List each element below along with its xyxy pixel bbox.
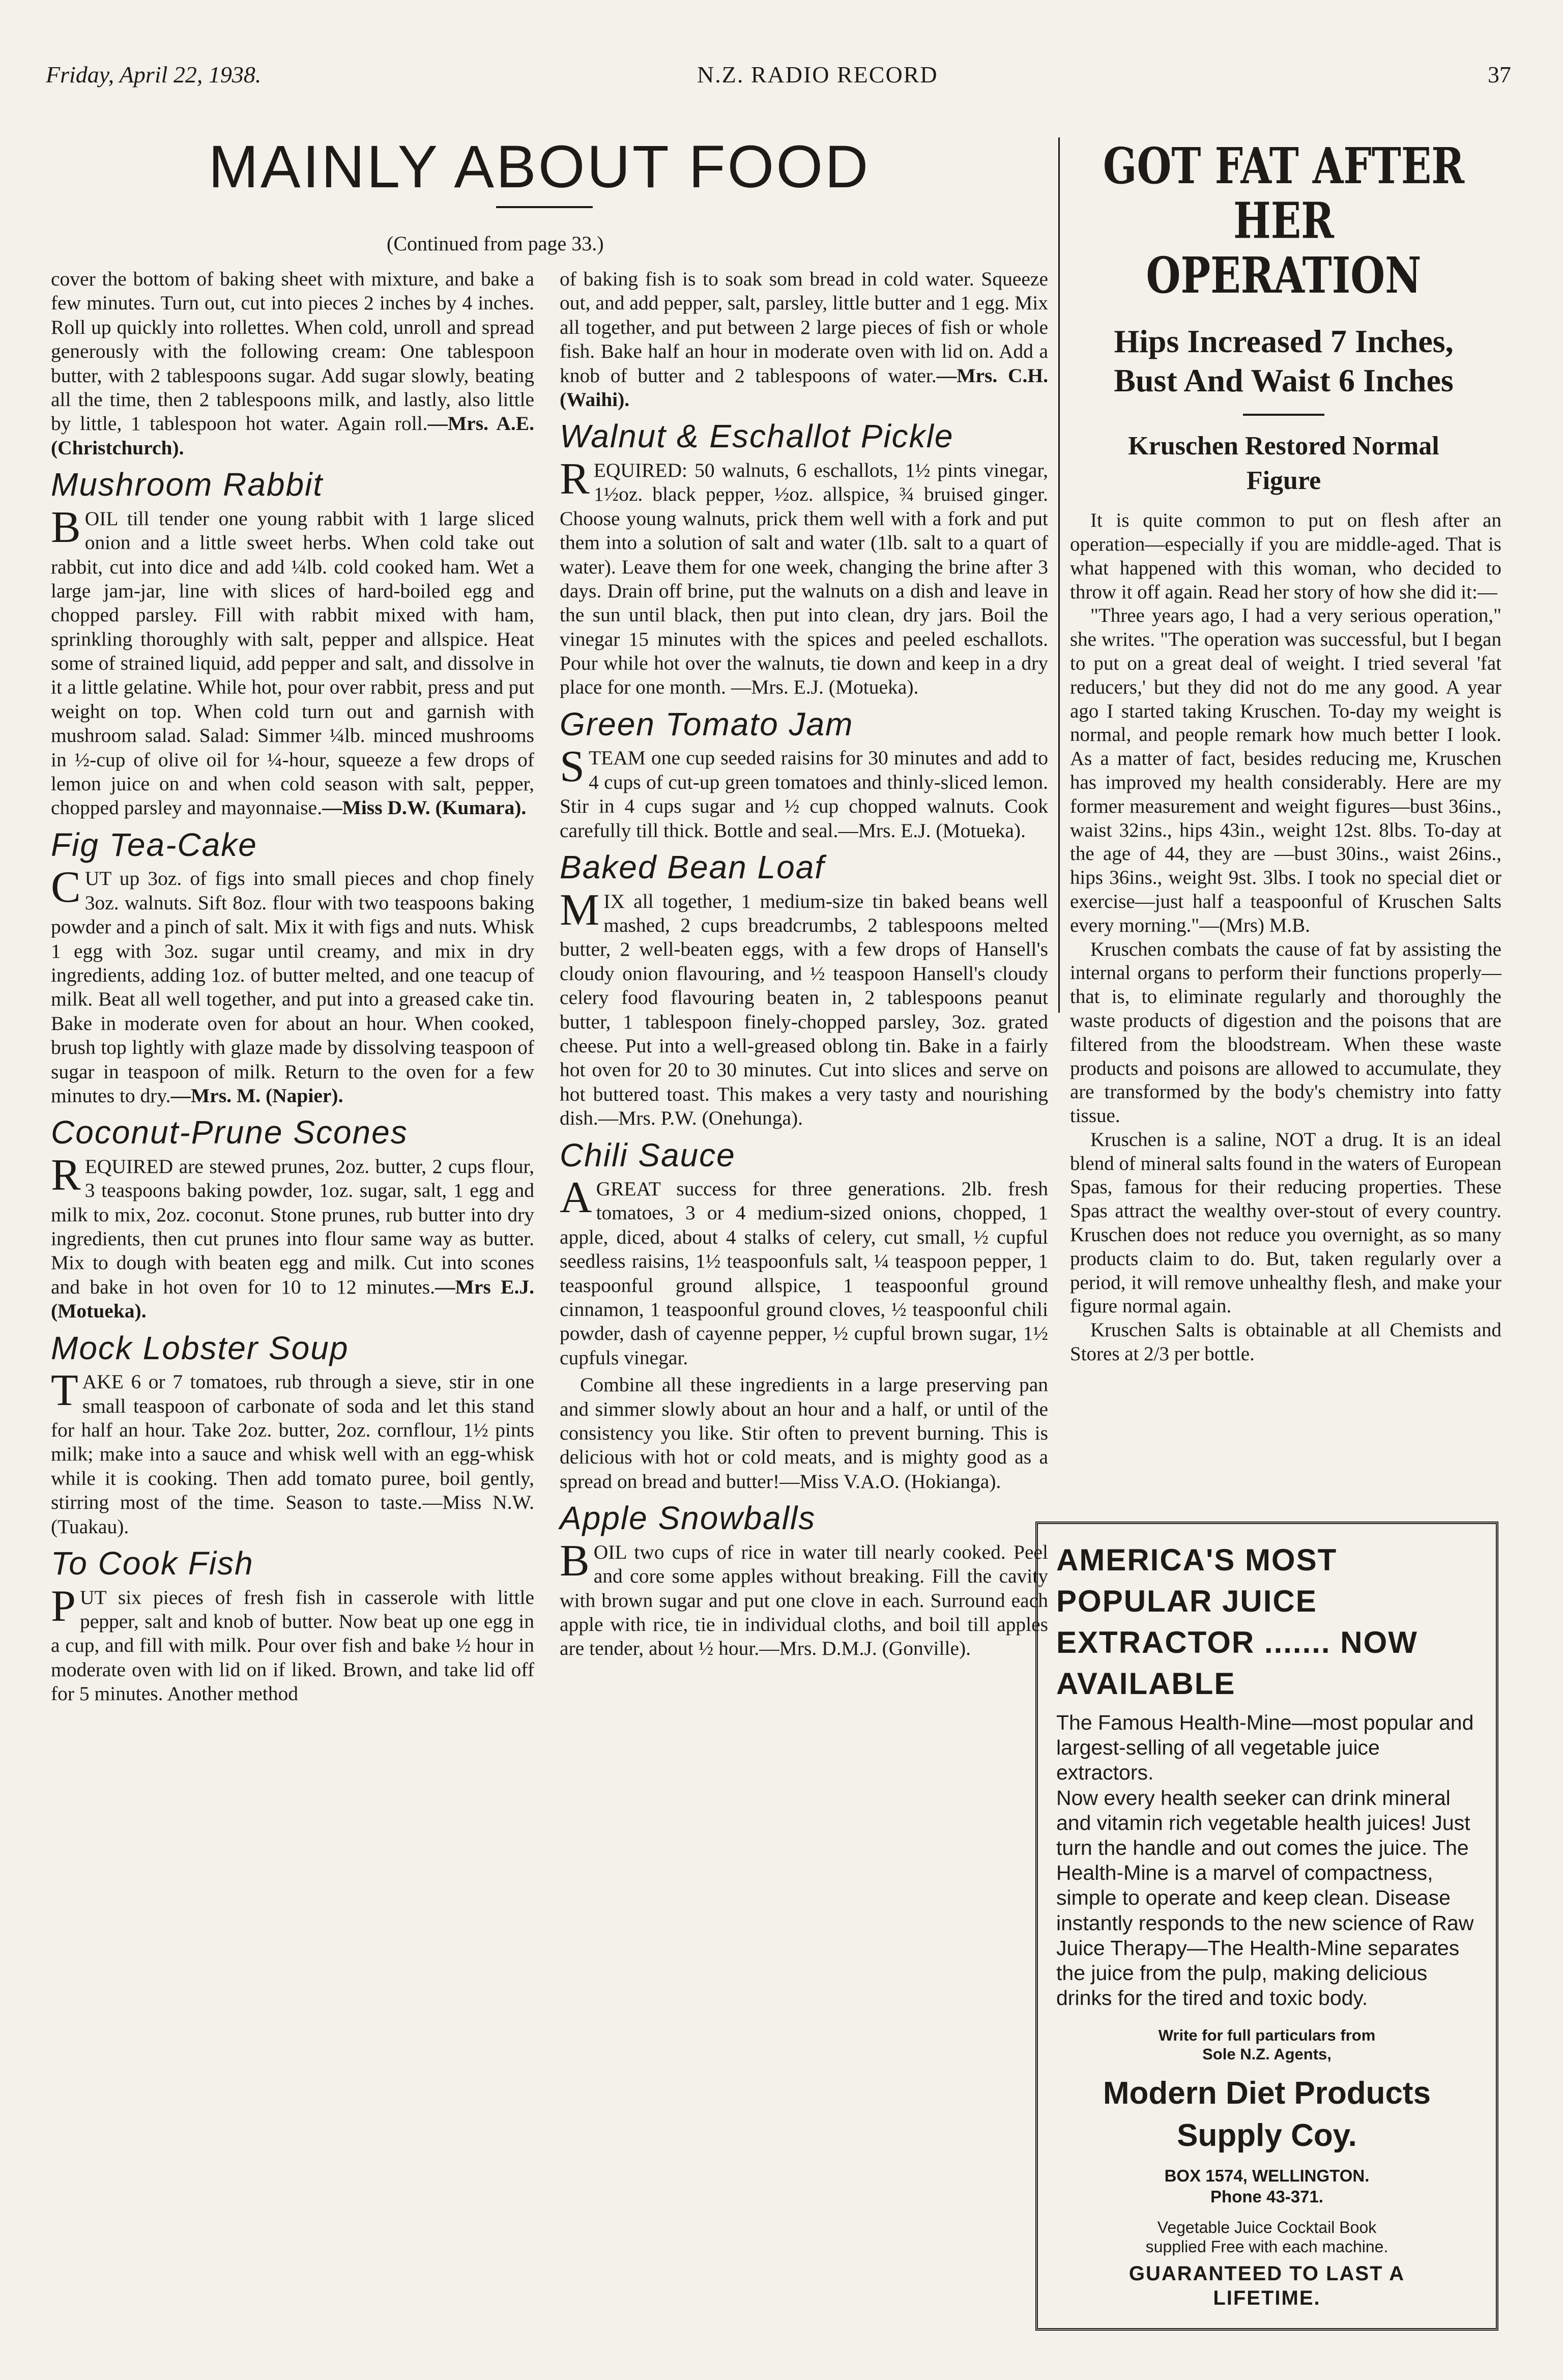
drop-cap: M [560,885,600,935]
continued-note: (Continued from page 33.) [387,232,604,255]
recipe-heading: Coconut-Prune Scones [51,1114,408,1151]
ad-offer: Vegetable Juice Cocktail Book supplied Free with each machine. [1145,2218,1388,2256]
ad-body: It is quite common to put on flesh after an operation—especially if you are middle-aged. That is what happened with this woman, who decided to throw it off again. Read her story of how she did it:— "Three years ago, I had a very serious operation," she writes. "The operation was successful, but I began to put on a great deal of weight. I tried several 'fat reducers,' but they did not do me any good. A year ago I started taking Kruschen. To-day my weight is normal, and people remark how much better I look. As a matter of fact, besides reducing me, Kruschen has improved my health considerably. Here are my former measurement and weight figures—bust 36ins., waist 32ins., hips 43in., weight 12st. 8lbs. To-day at the age of 44, they are —bust 30ins., waist 26ins., hips 36ins., weight 9st. 3lbs. I took no special diet or exercise—just half a teaspoonful of Kruschen Salts every morning."—(Mrs) M.B. Kruschen combats the cause of fat by assisting the internal organs to perform their functions properly—that is, to eliminate regularly and thoroughly the waste products of digestion and the poisons that are filtered from the bloodstream. When these waste products and poisons are allowed to accumulate, they are transformed by the body's chemistry into fatty tissue. Kruschen is a saline, NOT a drug. It is an ideal blend of mineral salts found in the waters of European Spas, famous for their reducing properties. These Spas attract the wealthy over-stout of every country. Kruschen does not reduce you overnight, as so many products claim to do. But, taken regularly over a period, it will remove unhealthy flesh, and make your figure normal again. Kruschen Salts is obtainable at all Chemists and Stores at 2/3 per bottle. [1070,509,1502,1365]
drop-cap: C [51,863,81,912]
article-text: cover the bottom of baking sheet with mixture, and bake a few minutes. Turn out, cut into pieces 2 inches by 4 inches. Roll up quickly into rollettes. When cold, unroll and spread generously with the following cream: One tablespoon butter, with 2 tablespoons sugar. Add sugar slowly, beating all the time, then 2 tablespoons milk, and lastly, also little by little, 1 tablespoon hot water. Again roll.—Mrs. A.E. (Christchurch). [51,268,534,459]
ad-address: BOX 1574, WELLINGTON. Phone 43-371. [1164,2166,1370,2206]
header-paper-name: N.Z. RADIO RECORD [697,62,938,88]
ad-divider [1243,414,1324,416]
recipe-heading: Mushroom Rabbit [51,466,324,503]
drop-cap: B [51,502,81,552]
recipe-text: MIX all together, 1 medium-size tin baked beans well mashed, 2 cups breadcrumbs, 2 tablespoons melted butter, 2 well-beaten eggs, with a few drops of Hansell's cloudy onion flavouring, and ½ teaspoon Hansell's cloudy celery food flavouring beaten in, 2 tablespoons peanut butter, 1 tablespoon finely-chopped parsley, 3oz. grated cheese. Put into a well-greased oblong tin. Bake in a fairly hot oven for 20 to 30 minutes. Cut into slices and serve on hot buttered toast. This makes a very tasty and nourishing dish.—Mrs. P.W. (Onehunga). [560,885,1048,1130]
article-column-2 [560,267,1048,1664]
ad-subheadline-2: Kruschen Restored Normal Figure [1128,431,1439,495]
ad-headline: GOT FAT AFTER HER OPERATION [1103,137,1465,305]
recipe-text: CUT up 3oz. of figs into small pieces and chop finely 3oz. walnuts. Sift 8oz. flour with two teaspoons baking powder and a pinch of salt. Mix it with figs and nuts. Whisk 1 egg with 3oz. sugar until creamy, and mix in dry ingredients, adding 1oz. of butter melted, and one teacup of milk. Beat all well together, and put into a greased cake tin. Bake in moderate oven for about an hour. When cooked, brush top lightly with glaze made by dissolving teaspoon of sugar in teaspoon of milk. Return to the oven for a few minutes to dry.—Mrs. M. (Napier). [51,863,534,1107]
recipe-text: Combine all these ingredients in a large preserving pan and simmer slowly about an hour and a half, or until of the consistency you like. Stir often to prevent burning. This is delicious with hot or cold meats, and is mighty good as a spread on bread and butter!—Miss V.A.O. (Hokianga). [560,1373,1048,1493]
drop-cap: S [560,742,585,792]
recipe-text: TAKE 6 or 7 tomatoes, rub through a sieve, stir in one small teaspoon of carbonate of soda and let this stand for half an hour. Take 2oz. butter, 2oz. cornflour, 1½ pints milk; make into a sauce and whisk well with an egg-whisk while it is cooking. Then add tomato puree, boil gently, stirring most of the time. Season to taste.—Miss N.W. (Tuakau). [51,1366,534,1538]
kruschen-advertisement [1058,137,1508,1365]
drop-cap: R [51,1150,81,1200]
header-page-number: 37 [1488,62,1511,88]
page-header [46,61,1511,102]
recipe-text: STEAM one cup seeded raisins for 30 minutes and add to 4 cups of cut-up green tomatoes and thinly-sliced lemon. Stir in 4 cups sugar and ½ cup chopped walnuts. Cook carefully till thick. Bottle and seal.—Mrs. E.J. (Motueka). [560,742,1048,842]
recipe-text: BOIL two cups of rice in water till nearly cooked. Peel and core some apples without breaking. Fill the cavity with brown sugar and put one clove in each. Surround each apple with rice, tie in individual cloths, and boil till apples are tender, about ½ hour.—Mrs. D.M.J. (Gonville). [560,1536,1048,1660]
ad-company-name: Modern Diet Products Supply Coy. [1103,2075,1431,2154]
drop-cap: B [560,1536,590,1586]
drop-cap: A [560,1173,592,1223]
drop-cap: P [51,1581,76,1631]
recipe-text: REQUIRED: 50 walnuts, 6 eschallots, 1½ pints vinegar, 1½oz. black pepper, ½oz. allspice, ¾ bruised ginger. Choose young walnuts, prick them well with a fork and put them into a solution of salt and water (1lb. salt to a quart of water). Leave them for one week, changing the brine after 3 days. Drain off brine, put the walnuts on a dish and leave in the sun until black, then put into clean, dry jars. Boil the vinegar 15 minutes with the spices and peeled eschallots. Pour while hot over the walnuts, tie down and keep in a dry place for one month. —Mrs. E.J. (Motueka). [560,454,1048,699]
recipe-heading: To Cook Fish [51,1544,254,1582]
page-title: MAINLY ABOUT FOOD [208,133,871,200]
recipe-text: REQUIRED are stewed prunes, 2oz. butter, 2 cups flour, 3 teaspoons baking powder, 1oz. sugar, salt, 1 egg and milk to mix, 2oz. coconut. Stone prunes, rub butter into dry ingredients, then cut prunes into flour same way as butter. Mix to dough with beaten egg and milk. Cut into scones and bake in hot oven for 10 to 12 minutes.—Mrs E.J. (Motueka). [51,1150,534,1323]
article-text: of baking fish is to soak som bread in cold water. Squeeze out, and add pepper, salt, parsley, little butter and 1 egg. Mix all together, and put between 2 large pieces of fish or whole fish. Bake half an hour in moderate oven with lid on. Add a knob of butter and 2 tablespoons of water.—Mrs. C.H. (Waihi). [560,268,1048,411]
recipe-heading: Baked Bean Loaf [560,849,825,885]
ad-call-to-action: Write for full particulars from Sole N.Z. Agents, [1158,2026,1376,2063]
recipe-heading: Green Tomato Jam [560,705,854,742]
ad-subheadline: Hips Increased 7 Inches, Bust And Waist 6 Inches [1114,323,1454,399]
header-date: Friday, April 22, 1938. [46,62,262,88]
health-mine-advertisement [1035,1522,1498,2331]
recipe-heading: Walnut & Eschallot Pickle [560,418,954,455]
recipe-heading: Chili Sauce [560,1136,736,1173]
drop-cap: R [560,454,590,504]
title-divider [496,206,593,208]
ad-headline: AMERICA'S MOST POPULAR JUICE EXTRACTOR ....... NOW AVAILABLE [1056,1543,1418,1701]
recipe-heading: Mock Lobster Soup [51,1329,349,1366]
recipe-text: BOIL till tender one young rabbit with 1 large sliced onion and a little sweet herbs. When cold take out rabbit, cut into dice and add ¼lb. cold cooked ham. Wet a large jam-jar, line with slices of hard-boiled egg and chopped parsley. Fill with rabbit mixed with ham, sprinkling thoroughly with salt, pepper and allspice. Heat some of strained liquid, add pepper and salt, and dissolve in it a little gelatine. While hot, pour over rabbit, press and put weight on top. When cold turn out and garnish with mushroom salad. Salad: Simmer ¼lb. minced mushrooms in ½-cup of olive oil for ¼-hour, squeeze a few drops of lemon juice on and when cold season with salt, pepper, chopped parsley and mayonnaise.—Miss D.W. (Kumara). [51,502,534,819]
drop-cap: T [51,1366,78,1416]
recipe-text: PUT six pieces of fresh fish in casserole with little pepper, salt and knob of butter. Now beat up one egg in a cup, and fill with milk. Pour over fish and bake ½ hour in moderate oven with lid on if liked. Brown, and take lid off for 5 minutes. Another method [51,1581,534,1705]
recipe-heading: Apple Snowballs [560,1500,816,1537]
recipe-heading: Fig Tea-Cake [51,826,257,863]
ad-body: The Famous Health-Mine—most popular and largest-selling of all vegetable juice extractors. Now every health seeker can drink mineral and vitamin rich vegetable health juices! Just turn the handle and out comes the juice. The Health-Mine is a marvel of compactness, simple to operate and keep clean. Disease instantly responds to the new science of Raw Juice Therapy—The Health-Mine separates the juice from the pulp, making delicious drinks for the tired and toxic body. [1056,1711,1474,2010]
ad-guarantee: GUARANTEED TO LAST A LIFETIME. [1128,2262,1405,2310]
recipe-text: AGREAT success for three generations. 2lb. fresh tomatoes, 3 or 4 medium-sized onions, chopped, 1 apple, diced, about 4 stalks of celery, cut small, ½ cupful seedless raisins, 1½ teaspoonfuls salt, ¼ teaspoon pepper, 1 teaspoonful ground allspice, 1 teaspoonful ground cinnamon, 1 teaspoonful ground cloves, ½ teaspoonful chili powder, dash of cayenne pepper, ½ cupful brown sugar, 1½ cupfuls vinegar. [560,1173,1048,1369]
article-column-1 [51,267,534,1709]
